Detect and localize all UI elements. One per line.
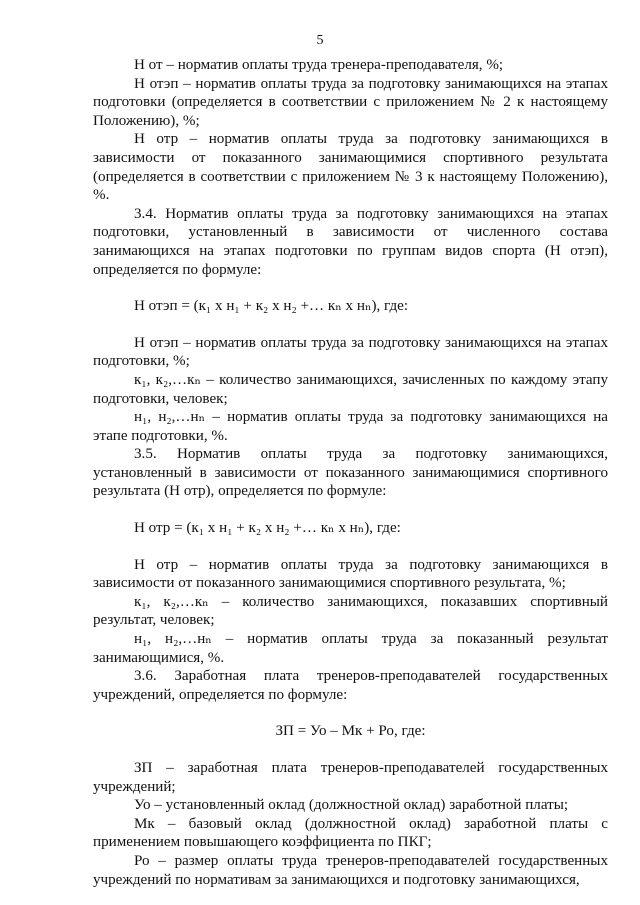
paragraph: ЗП – заработная плата тренеров-преподавателей государственных учреждений; (93, 760, 608, 795)
paragraph: Н от – норматив оплаты труда тренера-преподавателя, %; (134, 57, 504, 73)
paragraph: Н отр – норматив оплаты труда за подготовку занимающихся в зависимости от показанного занимающимися спортивного результата (определяется в соответствии с приложением № 3 к настоящему Положению), %. (93, 131, 608, 204)
paragraph: 3.4. Норматив оплаты труда за подготовку занимающихся на этапах подготовки, установленный в зависимости от численного состава занимающихся на этапах подготовки по группам видов спорта (Н отэп), определяется по формуле: (93, 205, 608, 278)
paragraph: н₁, н₂,…нₙ – норматив оплаты труда за показанный результат занимающимися, %. (93, 631, 608, 666)
paragraph: Н отэп – норматив оплаты труда за подготовку занимающихся на этапах подготовки (определяется в соответствии с приложением № 2 к настоящему Положению), %; (93, 75, 608, 129)
paragraph: 3.5. Норматив оплаты труда за подготовку занимающихся, установленный в зависимости от показанного занимающимися спортивного результата (Н отр), определяется по формуле: (93, 446, 608, 500)
formula-n-otr: Н отр = (к₁ х н₁ + к₂ х н₂ +… кₙ х нₙ), где: (134, 520, 401, 537)
paragraph: Мк – базовый оклад (должностной оклад) заработной платы с применением повышающего коэффициента по ПКГ; (93, 815, 608, 851)
paragraph: н₁, н₂,…нₙ – норматив оплаты труда за подготовку занимающихся на этапе подготовки, %. (93, 409, 608, 444)
page-number: 5 (316, 33, 324, 48)
formula-zp: ЗП = Уо – Мк + Ро, где: (275, 723, 426, 740)
paragraph: Н отр – норматив оплаты труда за подготовку занимающихся в зависимости от показанного занимающимися спортивного результата, %; (93, 556, 608, 592)
paragraph: Ро – размер оплаты труда тренеров-преподавателей государственных учреждений по нормативам за занимающихся и подготовку занимающихся, (93, 852, 608, 888)
paragraph: к₁, к₂,…кₙ – количество занимающихся, зачисленных по каждому этапу подготовки, человек; (93, 371, 608, 407)
paragraph: к₁, к₂,…кₙ – количество занимающихся, показавших спортивный результат, человек; (93, 593, 608, 629)
document-body (93, 56, 608, 889)
paragraph: 3.6. Заработная плата тренеров-преподавателей государственных учреждений, определяется по формуле: (93, 668, 608, 703)
paragraph: Уо – установленный оклад (должностной оклад) заработной платы; (134, 797, 569, 814)
paragraph: Н отэп – норматив оплаты труда за подготовку занимающихся на этапах подготовки, %; (93, 334, 608, 370)
formula-n-otep: Н отэп = (к₁ х н₁ + к₂ х н₂ +… кₙ х нₙ), где: (134, 298, 409, 315)
